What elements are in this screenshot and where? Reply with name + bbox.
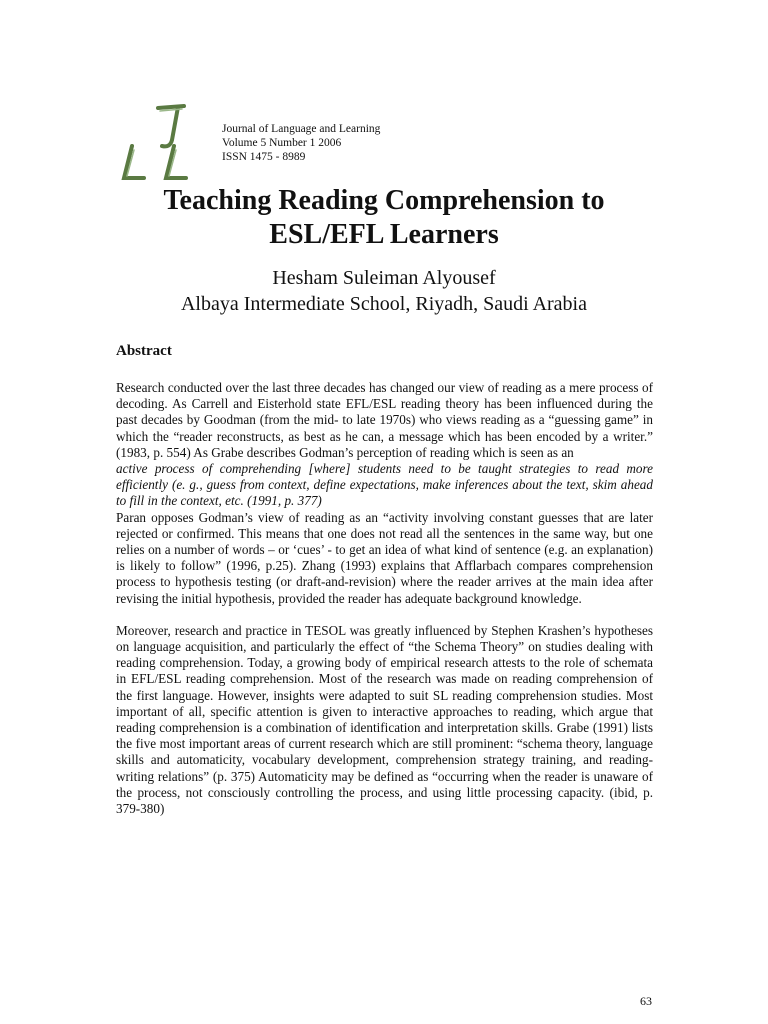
author-affiliation: Albaya Intermediate School, Riyadh, Saudi Arabia bbox=[180, 293, 587, 315]
page-number: 63 bbox=[640, 994, 652, 1008]
block-quote: active process of comprehending [where] students need to be taught strategies to read more efficiently (e. g., guess from context, define expectations, make inferences about the text, skim ahead to fill in the context, etc. (1991, p. 377) bbox=[116, 461, 653, 509]
paper-title bbox=[60, 184, 708, 252]
title-line-2: ESL/EFL Learners bbox=[269, 219, 499, 250]
abstract-heading: Abstract bbox=[116, 343, 172, 359]
author-name: Hesham Suleiman Alyousef bbox=[272, 267, 496, 289]
abstract-body bbox=[116, 380, 653, 817]
paragraph-2: Paran opposes Godman’s view of reading as an “activity involving constant guesses that are later rejected or confirmed. This means that one does not read all the sentences in the same way, but one relies on a number of words – or ‘cues’ - to get an idea of what kind of sentence (e.g. an explanation) is likely to follow” (1996, p.25). Zhang (1993) explains that Afflarbach compares comprehension process to hypothesis testing (or draft-and-revision) where the reader arrives at the main idea after revising the initial hypothesis, provided the reader has adequate background knowledge. bbox=[116, 509, 653, 606]
paragraph-3: Moreover, research and practice in TESOL was greatly influenced by Stephen Krashen’s hypotheses on language acquisition, and particularly the effect of “the Schema Theory” on studies dealing with reading comprehension. Today, a growing body of empirical research attests to the role of schemata in EFL/ESL reading comprehension. Most of the research was made on reading comprehension of the first language. However, insights were adapted to suit SL reading comprehension studies. Most important of all, specific attention is given to interactive approaches to reading, which argue that reading comprehension is a combination of identification and interpretation skills. Grabe (1991) lists the five most important areas of current research which are still prominent: “schema theory, language skills and automaticity, vocabulary development, comprehension strategy training, and reading-writing relations” (p. 375) Automaticity may be defined as “occurring when the reader is unaware of the process, not consciously controlling the process, and using little processing capacity. (ibid, p. 379-380) bbox=[116, 622, 653, 817]
journal-volume: Volume 5 Number 1 2006 bbox=[222, 137, 342, 149]
journal-name: Journal of Language and Learning bbox=[222, 123, 381, 135]
paragraph-1: Research conducted over the last three decades has changed our view of reading as a mere process of decoding. As Carrell and Eisterhold state EFL/ESL reading theory has been influenced during the past decades by Goodman (from the mid- to late 1970s) who views reading as a “guessing game” in which the “reader reconstructs, as best as he can, a message which has been encoded by a writer.” (1983, p. 554) As Grabe describes Godman’s perception of reading which is seen as an bbox=[116, 380, 653, 460]
journal-info bbox=[222, 122, 380, 164]
title-line-1: Teaching Reading Comprehension to bbox=[163, 185, 605, 216]
author-block bbox=[60, 265, 708, 317]
jll-logo-icon bbox=[118, 100, 208, 186]
journal-issn: ISSN 1475 - 8989 bbox=[222, 151, 306, 163]
